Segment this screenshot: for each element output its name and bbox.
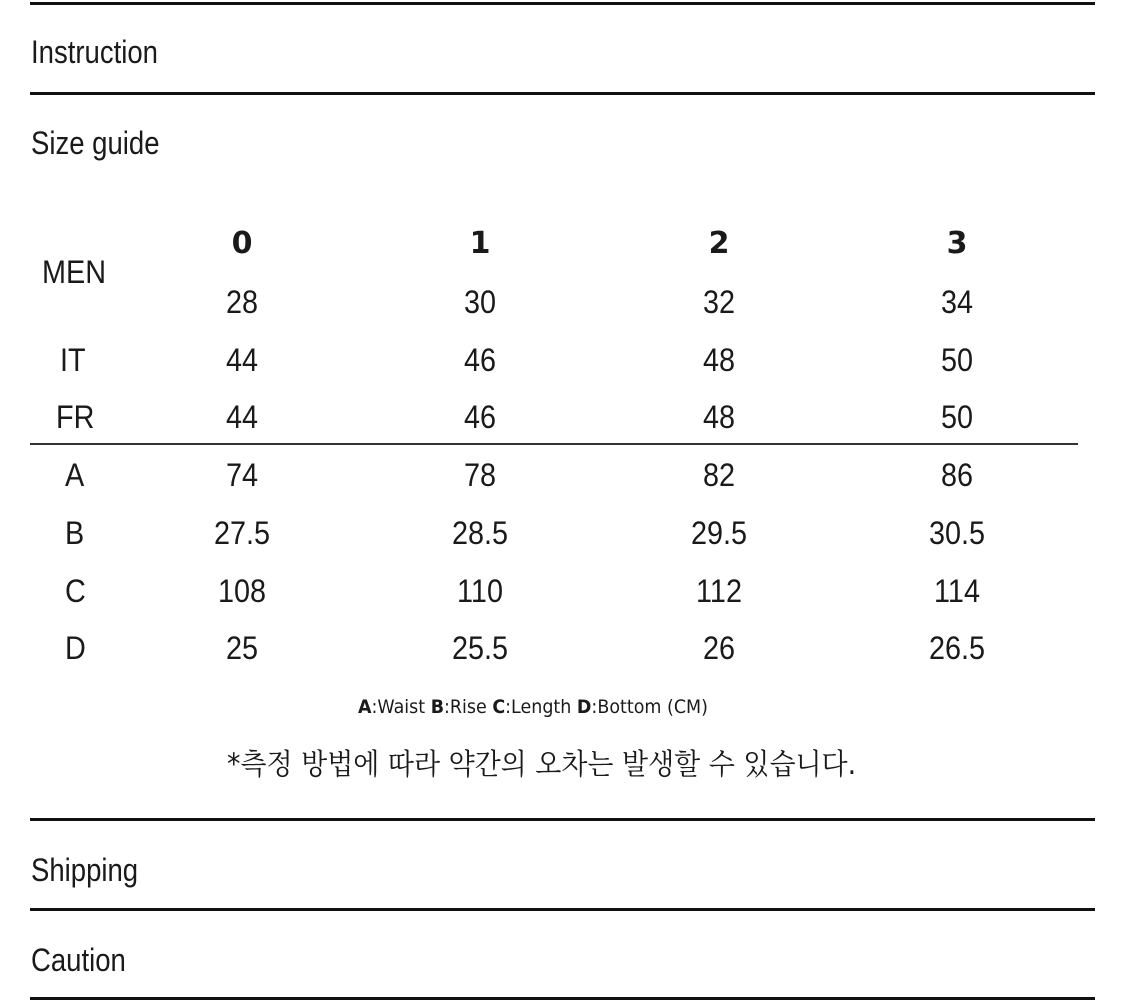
table-cell: 46 [463, 342, 497, 378]
table-cell: 26.5 [928, 630, 986, 666]
section-caution[interactable]: Caution [31, 942, 126, 978]
table-cell: 32 [702, 284, 736, 320]
legend-key-d: D [576, 696, 592, 718]
table-cell: 28 [225, 284, 259, 320]
size-header-0: 0 [231, 226, 253, 261]
table-cell: 50 [940, 399, 974, 435]
table-cell: 86 [940, 457, 974, 493]
size-header-2: 2 [708, 226, 730, 261]
gender-label: MEN [42, 254, 106, 290]
table-cell: 34 [940, 284, 974, 320]
section-size-guide[interactable]: Size guide [31, 125, 160, 161]
table-cell: 108 [217, 573, 267, 609]
table-cell: 29.5 [690, 515, 748, 551]
table-cell: 78 [463, 457, 497, 493]
measurement-note: *측정 방법에 따라 약간의 오차는 발생할 수 있습니다. [227, 747, 857, 781]
table-cell: 50 [940, 342, 974, 378]
size-header-3: 3 [946, 226, 968, 261]
legend-key-b: B [430, 696, 445, 718]
table-cell: 25.5 [451, 630, 509, 666]
shipping-divider [30, 908, 1095, 911]
row-label-fr: FR [56, 399, 95, 435]
table-divider [30, 443, 1078, 445]
legend-text-a: :Waist [371, 696, 431, 718]
table-cell: 30 [463, 284, 497, 320]
section-instruction[interactable]: Instruction [31, 34, 158, 70]
legend-text-c: :Length [505, 696, 577, 718]
table-cell: 44 [225, 399, 259, 435]
row-label-d: D [65, 630, 86, 666]
table-cell: 30.5 [928, 515, 986, 551]
section-shipping[interactable]: Shipping [31, 852, 139, 888]
legend-key-a: A [358, 696, 372, 718]
table-cell: 27.5 [213, 515, 271, 551]
bottom-divider [30, 997, 1095, 1000]
size-guide-divider [30, 818, 1095, 821]
table-cell: 110 [457, 573, 503, 609]
table-cell: 82 [702, 457, 736, 493]
table-cell: 48 [702, 399, 736, 435]
table-cell: 46 [463, 399, 497, 435]
table-cell: 28.5 [451, 515, 509, 551]
table-cell: 26 [702, 630, 736, 666]
table-cell: 74 [225, 457, 259, 493]
size-header-1: 1 [469, 226, 491, 261]
legend-text-d: :Bottom (CM) [591, 696, 708, 718]
top-divider [30, 2, 1095, 5]
row-label-it: IT [60, 342, 86, 378]
legend-key-c: C [492, 696, 506, 718]
measurement-legend [358, 694, 708, 720]
instruction-divider [30, 92, 1095, 95]
row-label-a: A [65, 457, 85, 493]
table-cell: 48 [702, 342, 736, 378]
table-cell: 114 [934, 573, 980, 609]
table-cell: 25 [225, 630, 259, 666]
legend-text-b: :Rise [444, 696, 493, 718]
row-label-b: B [65, 515, 85, 551]
table-cell: 44 [225, 342, 259, 378]
row-label-c: C [65, 573, 86, 609]
table-cell: 112 [696, 573, 742, 609]
